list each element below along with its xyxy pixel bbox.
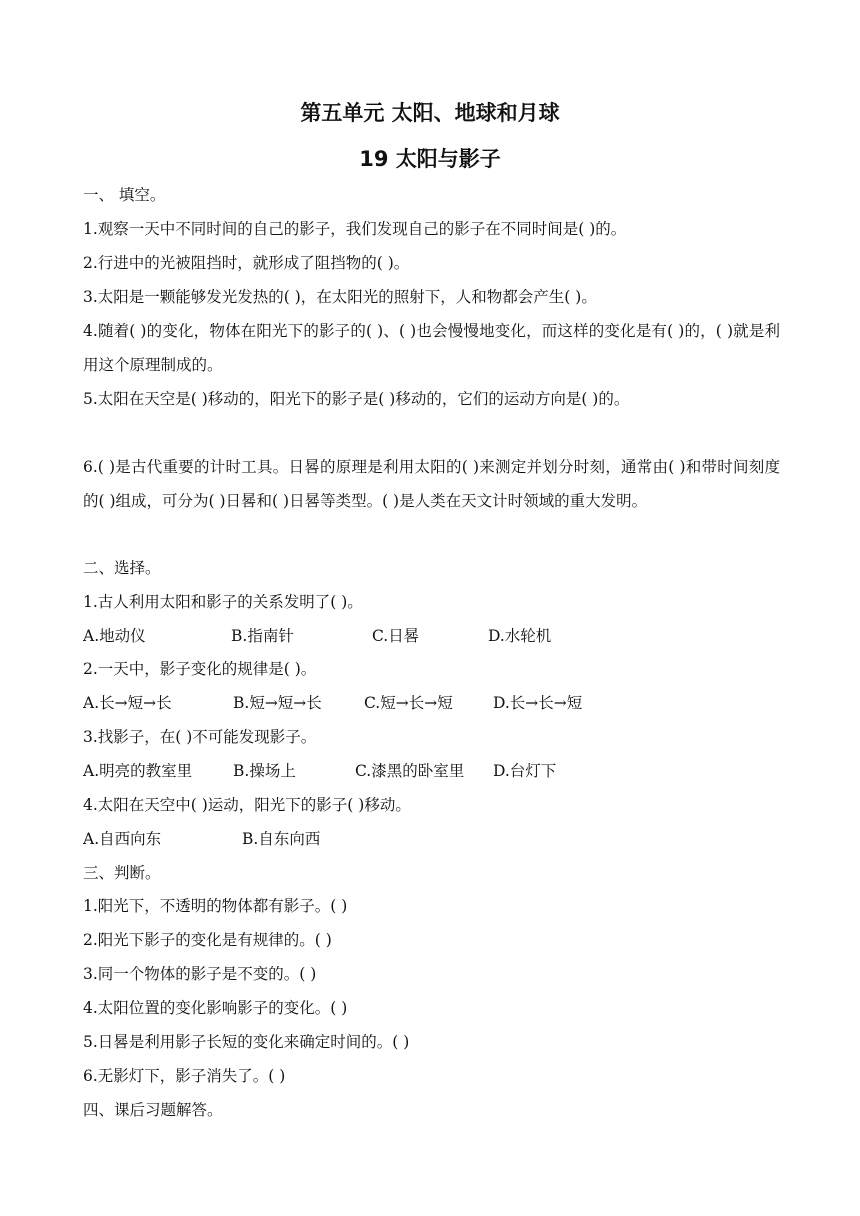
judge-item: 5.日晷是利用影子长短的变化来确定时间的。( )	[83, 1033, 410, 1051]
choice-1-option-b: B.指南针	[231, 627, 294, 645]
choice-question-3: 3.找影子，在( )不可能发现影子。	[83, 728, 317, 746]
fill-question-5: 5.太阳在天空是( )移动的，阳光下的影子是( )移动的，它们的运动方向是( )的。	[83, 390, 630, 408]
section-2-heading: 二、选择。	[83, 559, 161, 577]
fill-question-4: 4.随着( )的变化，物体在阳光下的影子的( )、( )也会慢慢地变化，而这样的变化是有( )的，( )就是利用这个原理制成的。	[83, 322, 780, 374]
judge-item: 1.阳光下，不透明的物体都有影子。( )	[83, 897, 348, 915]
judge-item: 6.无影灯下，影子消失了。( )	[83, 1067, 286, 1085]
choice-4-option-a: A.自西向东	[83, 830, 162, 848]
choice-2-option-b: B.短→短→长	[233, 694, 322, 712]
choice-1-option-d: D.水轮机	[488, 627, 552, 645]
judge-item: 3.同一个物体的影子是不变的。( )	[83, 965, 317, 983]
choice-3-option-c: C.漆黑的卧室里	[355, 762, 465, 780]
choice-question-1: 1.古人利用太阳和影子的关系发明了( )。	[83, 593, 363, 611]
choice-2-option-a: A.长→短→长	[83, 694, 172, 712]
choice-question-4: 4.太阳在天空中( )运动，阳光下的影子( )移动。	[83, 796, 411, 814]
fill-question-6: 6.( )是古代重要的计时工具。日晷的原理是利用太阳的( )来测定并划分时刻，通常由( )和带时间刻度的( )组成，可分为( )日晷和( )日晷等类型。( )是人类在天文计时领域的重大发明。	[83, 458, 780, 510]
choice-3-option-d: D.台灯下	[493, 762, 557, 780]
choice-3-option-a: A.明亮的教室里	[83, 762, 193, 780]
choice-1-option-c: C.日晷	[372, 627, 420, 645]
choice-1-option-a: A.地动仪	[83, 627, 146, 645]
choice-2-option-c: C.短→长→短	[364, 694, 453, 712]
choice-3-option-b: B.操场上	[233, 762, 296, 780]
section-4-heading: 四、课后习题解答。	[83, 1101, 223, 1119]
fill-question-3: 3.太阳是一颗能够发光发热的( )，在太阳光的照射下，人和物都会产生( )。	[83, 288, 597, 306]
unit-title: 第五单元 太阳、地球和月球	[300, 101, 560, 125]
fill-question-2: 2.行进中的光被阻挡时，就形成了阻挡物的( )。	[83, 254, 410, 272]
choice-4-option-b: B.自东向西	[242, 830, 321, 848]
choice-2-option-d: D.长→长→短	[493, 694, 583, 712]
section-1-heading: 一、 填空。	[83, 186, 166, 204]
judge-item: 4.太阳位置的变化影响影子的变化。( )	[83, 999, 348, 1017]
judge-item: 2.阳光下影子的变化是有规律的。( )	[83, 931, 332, 949]
section-3-heading: 三、判断。	[83, 864, 161, 882]
choice-question-2: 2.一天中，影子变化的规律是( )。	[83, 660, 317, 678]
fill-question-1: 1.观察一天中不同时间的自己的影子，我们发现自己的影子在不同时间是( )的。	[83, 220, 627, 238]
lesson-title: 19 太阳与影子	[359, 147, 501, 171]
